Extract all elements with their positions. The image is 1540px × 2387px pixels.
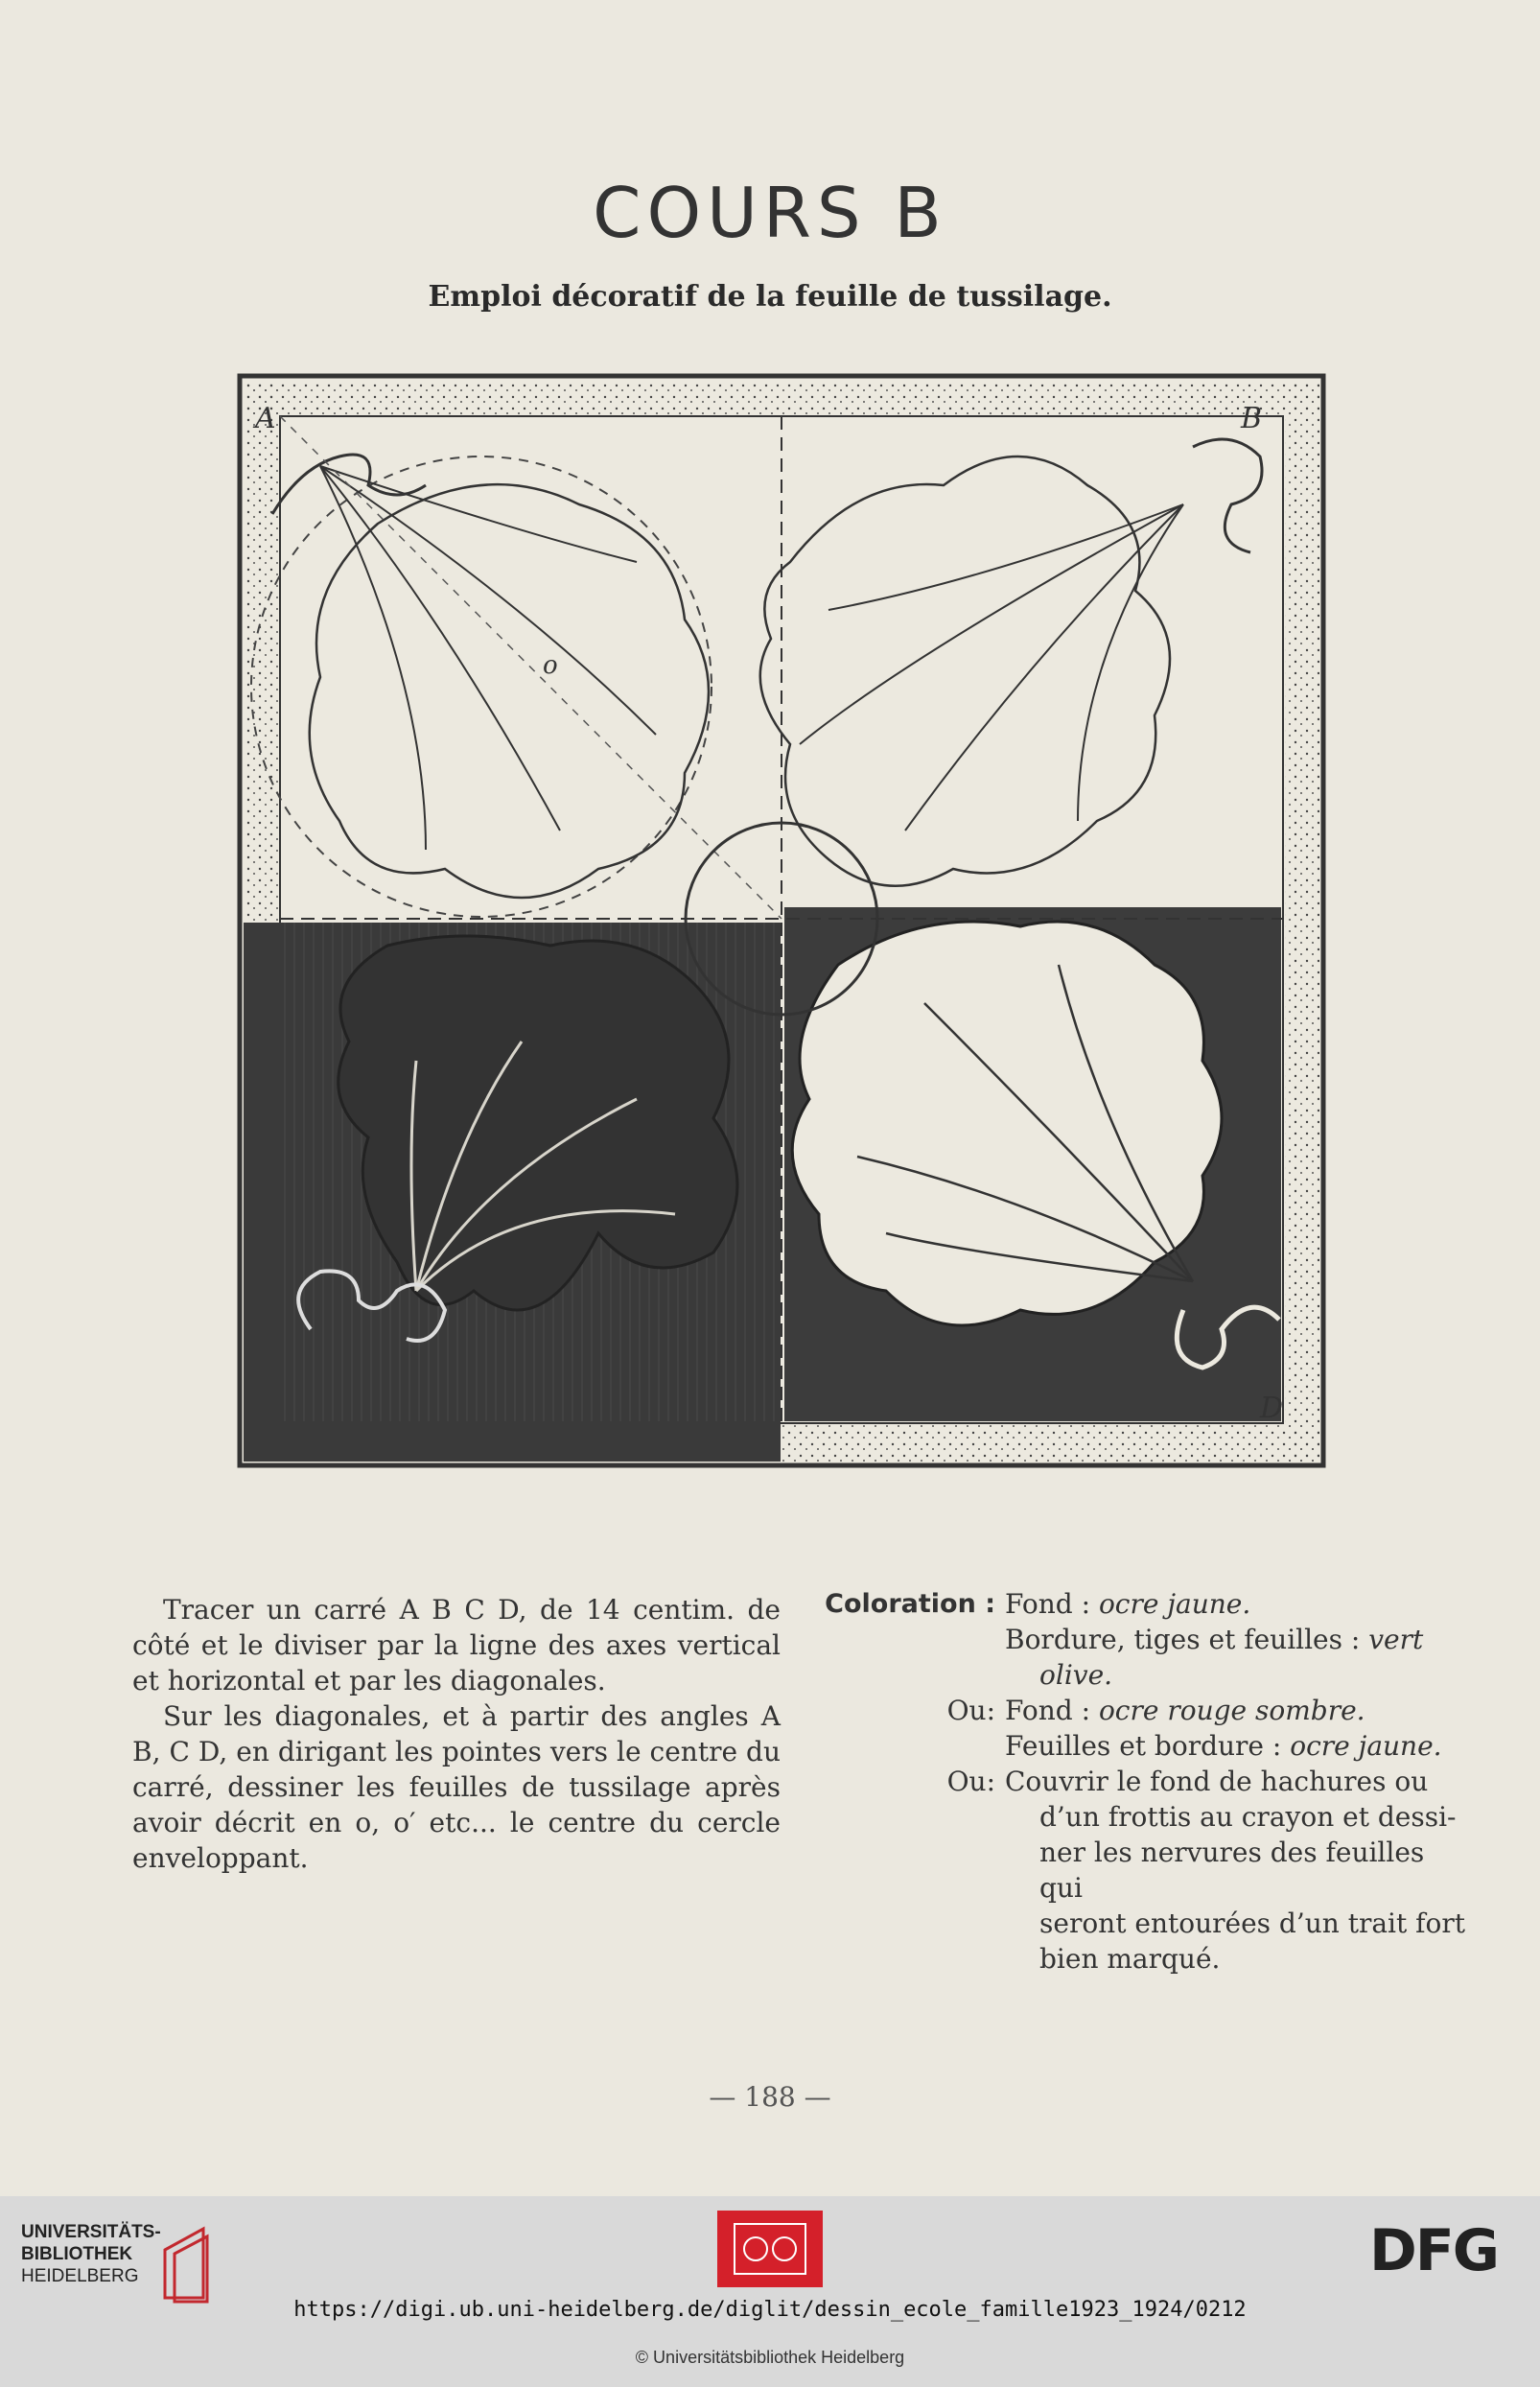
page-title: COURS B [593, 173, 947, 253]
page-subtitle: Emploi décoratif de la feuille de tussilage. [428, 280, 1112, 314]
decorative-leaf-figure [234, 370, 1329, 1471]
instruction-paragraph-2: Sur les diagonales, et à partir des angles A B, C D, en dirigant les pointes vers le centre du carré, dessiner les feuilles de tussilage après avoir décrit en o, o′ etc... le centre du cercle enveloppant. [132, 1700, 781, 1874]
coloration-notes: Coloration : Fond : ocre jaune. Bordure, tiges et feuilles : vert olive. Ou: Fond : ocre rouge sombre. Feuilles et bordure : ocre jaune. Ou: Couvrir le fond de hachures ou d’un frottis au crayon et dessi- ner les nervures des feuilles qui seront entourées d’un trait fort bien marqué. [813, 1586, 1465, 1977]
university-library-logo[interactable]: UNIVERSITÄTS- BIBLIOTHEK HEIDELBERG [21, 2221, 232, 2307]
library-emblem-icon [155, 2221, 232, 2307]
coloration-label: Coloration : [825, 1589, 995, 1619]
corner-label-a: A [255, 402, 276, 435]
episteme-logo[interactable] [717, 2211, 823, 2287]
copyright-notice: © Universitätsbibliothek Heidelberg [635, 2348, 905, 2367]
episteme-emblem-icon [717, 2211, 823, 2287]
instruction-paragraph-1: Tracer un carré A B C D, de 14 centim. de côté et le diviser par la ligne des axes vertical et horizontal et par les diagonales. [132, 1594, 781, 1697]
instructions-text [132, 1592, 781, 1876]
dfg-logo[interactable]: DFG [1369, 2217, 1499, 2284]
corner-label-b: B [1241, 402, 1263, 435]
page-number: — 188 — [709, 2081, 831, 2113]
corner-label-d: D [1260, 1392, 1284, 1425]
permalink-url[interactable]: https://digi.ub.uni-heidelberg.de/diglit/dessin_ecole_famille1923_1924/0212 [293, 2298, 1247, 2322]
center-label-o: o [543, 651, 558, 680]
